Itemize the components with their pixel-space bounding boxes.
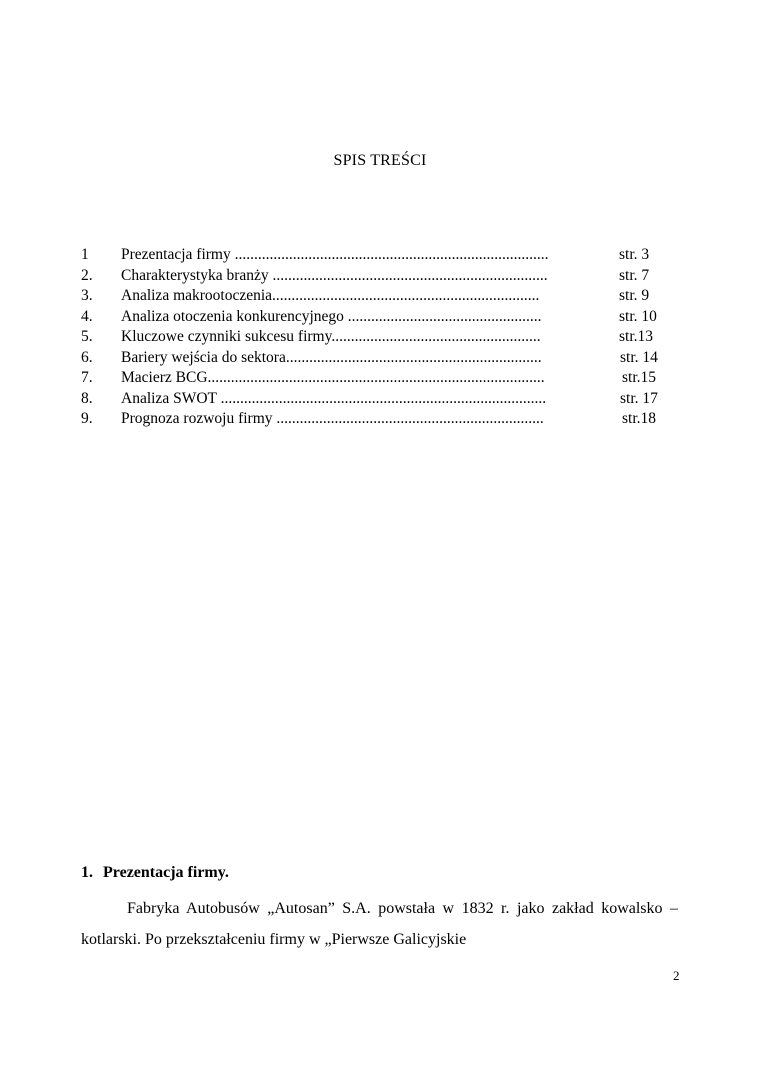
toc-entry-title: Macierz BCG....................................................................................... bbox=[121, 369, 545, 386]
toc-entry bbox=[81, 348, 671, 369]
toc-entry-page: str. 10 bbox=[619, 307, 657, 325]
toc-entry bbox=[81, 368, 671, 389]
toc-entry-number: 7. bbox=[81, 369, 93, 386]
section-number: 1. bbox=[81, 864, 93, 881]
toc-entry-number: 2. bbox=[81, 266, 93, 284]
toc-entry bbox=[81, 307, 671, 328]
toc-entry-number: 4. bbox=[81, 307, 93, 325]
toc-entry-title: Analiza SWOT .................................................................................... bbox=[121, 389, 547, 407]
toc-entry bbox=[81, 409, 671, 430]
table-of-contents bbox=[81, 245, 671, 430]
toc-entry-page: str. 7 bbox=[619, 266, 650, 284]
toc-entry-title: Analiza otoczenia konkurencyjnego .................................................. bbox=[121, 307, 542, 325]
section-title: Prezentacja firmy. bbox=[103, 864, 229, 881]
body-paragraph: Fabryka Autobusów „Autosan” S.A. powstała w 1832 r. jako zakład kowalsko – kotlarski. Po przekształceniu firmy w „Pierwsze Galicyjskie bbox=[81, 900, 678, 948]
toc-entry-number: 5. bbox=[81, 328, 93, 345]
toc-entry-number: 6. bbox=[81, 348, 93, 366]
toc-entry-title: Bariery wejścia do sektora.................................................................. bbox=[121, 348, 542, 366]
toc-entry-page: str.15 bbox=[622, 369, 657, 386]
toc-entry-page: str. 9 bbox=[619, 287, 650, 304]
toc-entry bbox=[81, 286, 671, 307]
toc-entry-title: Charakterystyka branży ....................................................................... bbox=[121, 266, 548, 284]
toc-entry bbox=[81, 266, 671, 287]
toc-entry-page: str.13 bbox=[619, 328, 654, 345]
toc-entry-page: str. 17 bbox=[620, 389, 658, 407]
toc-entry-page: str. 3 bbox=[619, 246, 650, 263]
toc-entry-title: Prezentacja firmy ................................................................................. bbox=[121, 246, 549, 263]
toc-entry bbox=[81, 245, 671, 266]
toc-title: SPIS TREŚCI bbox=[333, 152, 427, 169]
toc-entry-number: 3. bbox=[81, 287, 93, 304]
toc-entry-page: str.18 bbox=[622, 410, 657, 427]
toc-entry-number: 9. bbox=[81, 410, 93, 427]
page-number: 2 bbox=[673, 968, 680, 983]
toc-entry-number: 1 bbox=[81, 246, 89, 263]
toc-entry bbox=[81, 389, 671, 410]
section-heading bbox=[81, 864, 229, 882]
toc-entry-title: Prognoza rozwoju firmy ..................................................................... bbox=[121, 410, 544, 427]
toc-entry bbox=[81, 327, 671, 348]
toc-entry-title: Kluczowe czynniki sukcesu firmy...................................................... bbox=[121, 328, 541, 345]
toc-entry-number: 8. bbox=[81, 389, 93, 407]
toc-entry-page: str. 14 bbox=[620, 348, 658, 366]
toc-entry-title: Analiza makrootoczenia..................................................................... bbox=[121, 287, 540, 304]
